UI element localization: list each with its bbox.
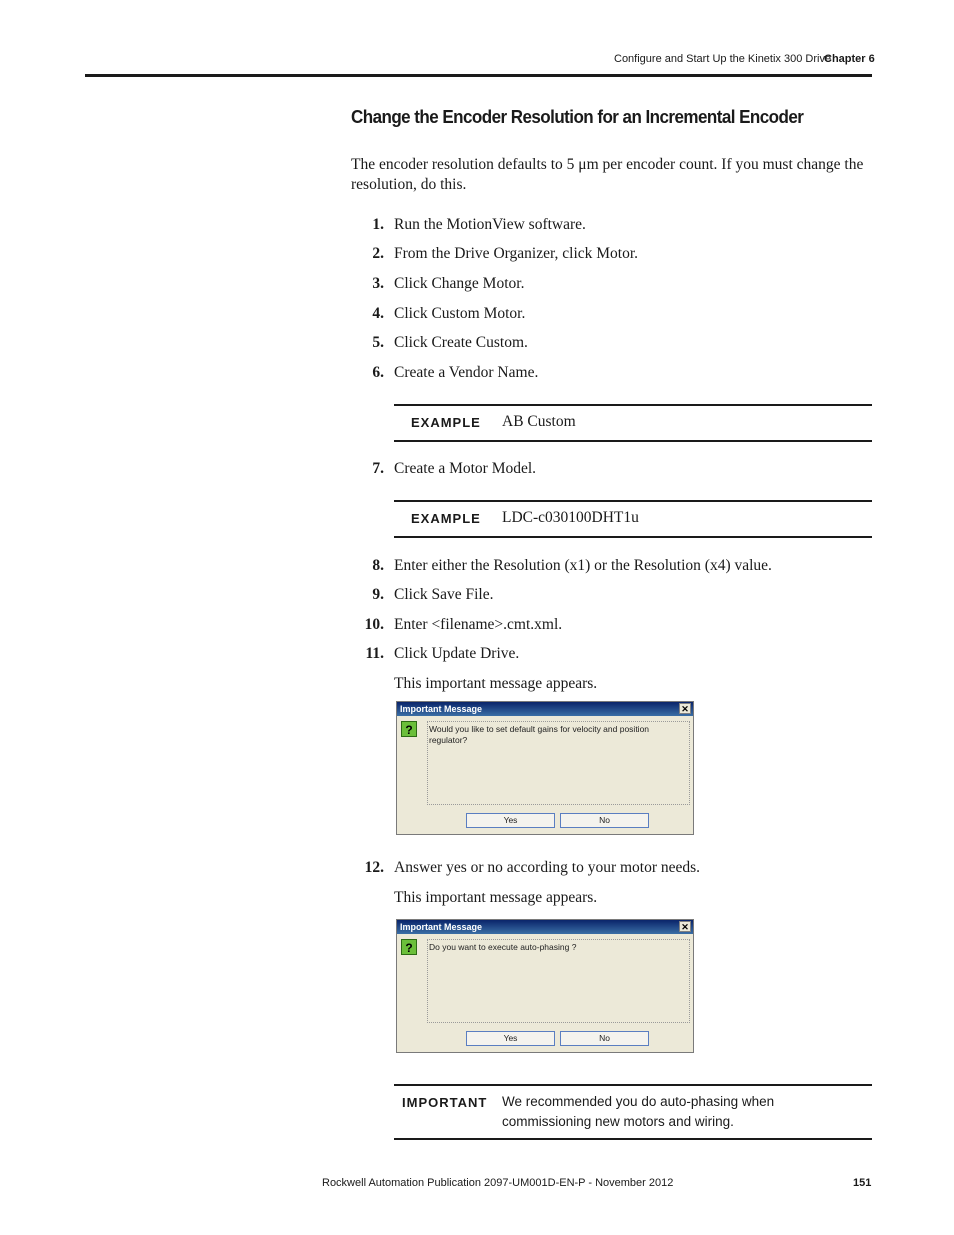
step-number: 7. — [372, 460, 384, 477]
question-icon: ? — [401, 939, 417, 955]
step-number: 2. — [372, 245, 384, 262]
example-callout — [394, 500, 872, 538]
close-icon[interactable]: ✕ — [679, 921, 691, 932]
example-value: AB Custom — [502, 413, 576, 430]
chapter-label: Chapter 6 — [824, 53, 875, 65]
important-text: We recommended you do auto-phasing when commissioning new motors and wiring. — [502, 1094, 775, 1129]
dialog-title-bar — [397, 920, 693, 934]
step-number: 8. — [372, 557, 384, 574]
step-number: 1. — [372, 216, 384, 233]
example-value: LDC-c030100DHT1u — [502, 509, 639, 526]
question-icon: ? — [401, 721, 417, 737]
step-text: Run the MotionView software. — [394, 216, 586, 233]
step-text: Create a Motor Model. — [394, 460, 537, 477]
step-text: Click Change Motor. — [394, 275, 525, 292]
header-rule — [85, 74, 872, 77]
yes-button[interactable]: Yes — [466, 1031, 555, 1046]
step-text: Click Create Custom. — [394, 334, 528, 351]
step-number: 6. — [372, 364, 384, 381]
step-text: Click Custom Motor. — [394, 305, 526, 322]
dialog-message: Would you like to set default gains for velocity and position regulator? — [427, 721, 690, 805]
step-number: 5. — [372, 334, 384, 351]
close-icon[interactable]: ✕ — [679, 703, 691, 714]
footer-publication: Rockwell Automation Publication 2097-UM001D-EN-P - November 2012 — [322, 1177, 674, 1189]
step-number: 12. — [364, 859, 384, 876]
step-text: Create a Vendor Name. — [394, 364, 539, 381]
step-text: From the Drive Organizer, click Motor. — [394, 245, 639, 262]
dialog-title: Important Message — [400, 922, 483, 932]
section-title: Change the Encoder Resolution for an Incremental Encoder — [351, 106, 804, 127]
important-message-dialog — [396, 701, 694, 835]
yes-button[interactable]: Yes — [466, 813, 555, 828]
step-number: 11. — [365, 645, 384, 662]
step-number: 10. — [364, 616, 384, 633]
no-button[interactable]: No — [560, 813, 649, 828]
step-number: 4. — [372, 305, 384, 322]
message-appears-note: This important message appears. — [394, 889, 598, 906]
important-callout — [394, 1084, 872, 1140]
message-appears-note: This important message appears. — [394, 675, 598, 692]
page-number: 151 — [853, 1177, 872, 1189]
step-text: Answer yes or no according to your motor needs. — [394, 859, 701, 876]
step-text: Enter <filename>.cmt.xml. — [394, 616, 563, 633]
example-callout — [394, 404, 872, 442]
example-label: EXAMPLE — [411, 415, 481, 430]
example-label: EXAMPLE — [411, 511, 481, 526]
step-number: 3. — [372, 275, 384, 292]
dialog-title-bar — [397, 702, 693, 716]
step-text: Click Update Drive. — [394, 645, 520, 662]
important-label: IMPORTANT — [402, 1095, 488, 1110]
running-title: Configure and Start Up the Kinetix 300 Drive — [614, 53, 832, 65]
no-button[interactable]: No — [560, 1031, 649, 1046]
important-message-dialog — [396, 919, 694, 1053]
dialog-message: Do you want to execute auto-phasing ? — [427, 939, 690, 1023]
dialog-title: Important Message — [400, 704, 483, 714]
step-text: Enter either the Resolution (x1) or the Resolution (x4) value. — [394, 557, 772, 574]
intro-paragraph: The encoder resolution defaults to 5 μm per encoder count. If you must change the resolution, do this. — [351, 156, 864, 193]
step-text: Click Save File. — [394, 586, 494, 603]
step-number: 9. — [372, 586, 384, 603]
